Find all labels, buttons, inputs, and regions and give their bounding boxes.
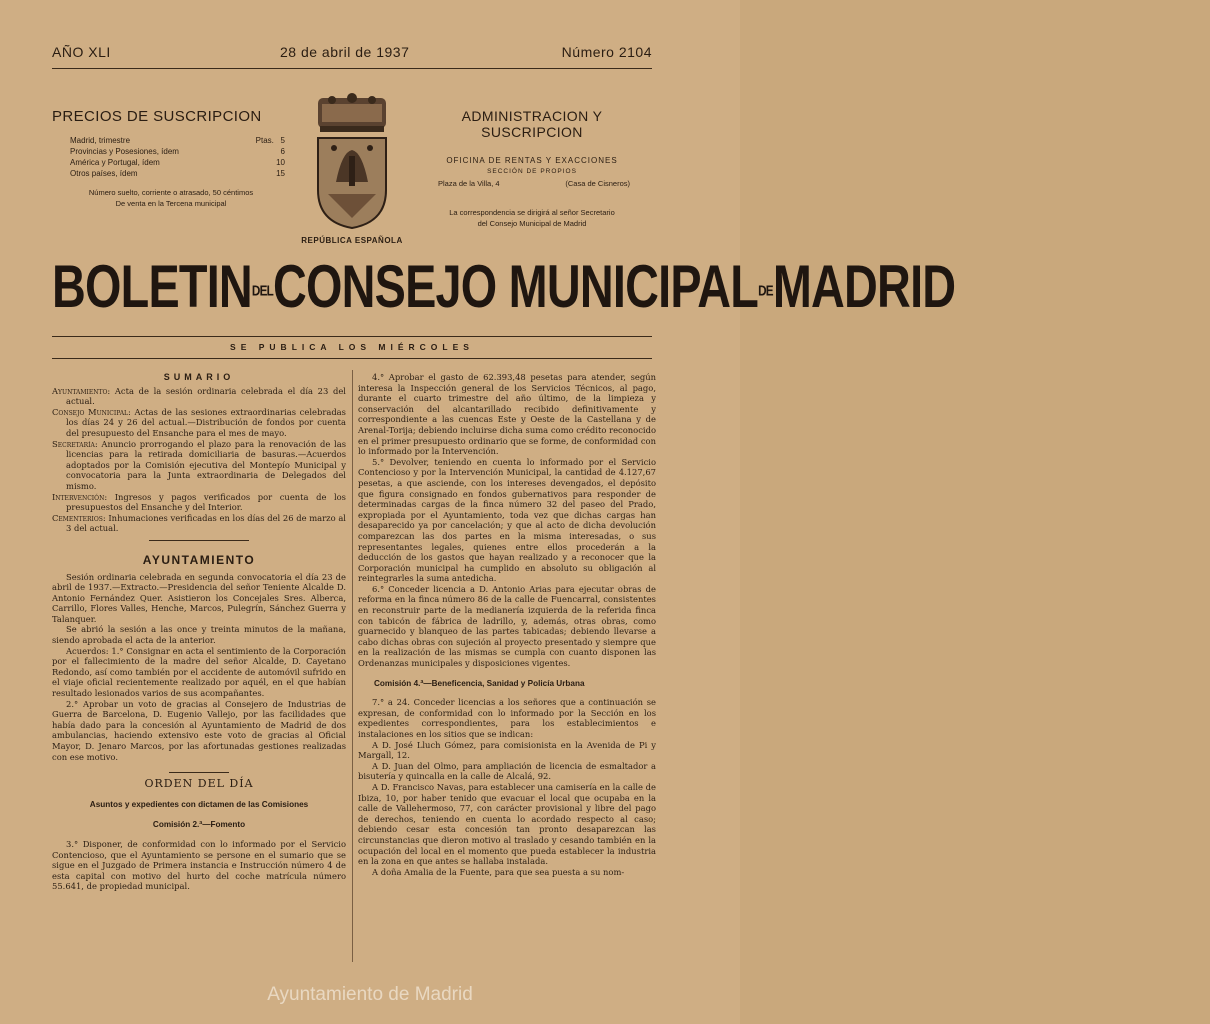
office-section: SECCIÓN DE PROPIOS bbox=[487, 168, 577, 175]
watermark: Ayuntamiento de Madrid bbox=[267, 984, 473, 1005]
license-item: A doña Amalia de la Fuente, para que sea puesta a su nom- bbox=[372, 866, 625, 877]
publication-day: SE PUBLICA LOS MIÉRCOLES bbox=[230, 342, 474, 352]
price-row: Otros países, ídem 15 bbox=[70, 169, 285, 178]
price-row: Madrid, trimestre Ptas. 5 bbox=[70, 136, 285, 145]
summary-item: Cementerios: Inhumaciones verificadas en los días del 26 de marzo al 3 del actual. bbox=[52, 512, 346, 534]
masthead-rule-bottom bbox=[52, 358, 652, 359]
divider bbox=[169, 772, 229, 773]
session-paragraph: 2.° Aprobar un voto de gracias al Consejero de Industrias de Guerra de Barcelona, D. Eugenio Vallejo, por las facilidades que había dado para la concesión al Ayuntamiento de Madrid de dos ambulancias, haciendo extensivo este voto de gracias al Oficial Mayor, D. Jenaro Marcos, por las afortunadas gestiones realizadas con ese motivo. bbox=[52, 698, 346, 762]
right-column bbox=[358, 372, 656, 877]
license-item: A D. José Lluch Gómez, para comisionista en la Avenida de Pi y Margall, 12. bbox=[358, 739, 656, 761]
commission-heading: Comisión 4.ª—Beneficencia, Sanidad y Policía Urbana bbox=[374, 678, 585, 688]
license-item: A D. Juan del Olmo, para ampliación de licencia de esmaltador a bisutería y quincalla en la calle de Alcalá, 92. bbox=[358, 760, 656, 782]
orden-title: ORDEN DEL DÍA bbox=[144, 777, 254, 791]
price-row: América y Portugal, ídem 10 bbox=[70, 158, 285, 167]
year-label: AÑO XLI bbox=[52, 44, 111, 60]
summary-item: Intervención: Ingresos y pagos verificados por cuenta de los presupuestos del Ensanche y del Interior. bbox=[52, 491, 346, 513]
subscription-title: PRECIOS DE SUSCRIPCION bbox=[52, 108, 262, 125]
summary-item: Ayuntamiento: Acta de la sesión ordinaria celebrada el día 23 del actual. bbox=[52, 385, 346, 407]
column-divider bbox=[352, 370, 353, 962]
session-paragraph: Acuerdos: 1.° Consignar en acta el sentimiento de la Corporación por el fallecimiento de la madre del señor Alcalde, D. Cayetano Redondo, así como también por el accidente de automóvil sufrido en el viaje oficial recientemente realizado por aquél, en el que habían resultado lesionados varios de sus acompañantes. bbox=[52, 645, 346, 699]
session-paragraph: Sesión ordinaria celebrada en segunda convocatoria el día 23 de abril de 1937.—Extracto.—Presidencia del señor Teniente Alcalde D. Antonio Fernández Quer. Asistieron los Concejales Sres. Alberca, Carrillo, Flores Valles, Henche, Marcos, Pulegrín, Sánchez Guerra y Talanquer. bbox=[52, 571, 346, 624]
subscription-prices bbox=[52, 108, 290, 209]
masthead-text: BOLETINDELCONSEJO MUNICIPALDEMADRID bbox=[52, 253, 956, 320]
commission-heading: Comisión 2.ª—Fomento bbox=[152, 820, 246, 830]
date-label: 28 de abril de 1937 bbox=[280, 44, 410, 60]
correspondence-note: La correspondencia se dirigirá al señor Secretario bbox=[449, 208, 615, 217]
administration-title: ADMINISTRACION Y SUSCRIPCION bbox=[461, 108, 603, 140]
item-paragraph: 5.° Devolver, teniendo en cuenta lo informado por el Servicio Contencioso y por la Intervención Municipal, la cantidad de 4.127,67 pesetas, a que asciende, con los intereses devengados, el depósito que figura consignado en fondos gubernativos para responder de determinadas cargas de la finca número 32 del paseo del Prado, expropiada por el Ayuntamiento, toda vez que dichas cargas han desaparecido ya por cancelación; y que al acto de dicha devolución comparezcan las dos partes en la misma interesadas, o sus representantes legales, quienes entre ellos procederán a la deducción de los gastos que hayan realizado y a reconocer que la Corporación municipal ha cumplido en absoluto su obligación al reintegrarles la suma antedicha. bbox=[358, 456, 656, 584]
top-header bbox=[52, 44, 652, 66]
office-address: Plaza de la Villa, 4 (Casa de Cisneros) bbox=[438, 179, 630, 188]
divider bbox=[149, 540, 249, 541]
masthead-rule-top bbox=[52, 336, 652, 337]
item-paragraph: 6.° Conceder licencia a D. Antonio Arias para ejecutar obras de reforma en la finca número 86 de la calle de Fuencarral, consistentes en reconstruir parte de la medianería izquierda de la referida finca con tabicón de fábrica de ladrillo, y, además, otras obras, como guarnecido y blanqueo de las partes tabicadas; debiendo llevarse a cabo dichas obras con sujeción al proyecto presentado y siempre que en la realización de las mismas se cumpla con cuanto disponen las Ordenanzas municipales y disposiciones vigentes. bbox=[358, 583, 656, 669]
office-name: OFICINA DE RENTAS Y EXACCIONES bbox=[446, 156, 618, 165]
left-column bbox=[52, 372, 346, 892]
administration-block bbox=[412, 108, 652, 228]
price-row: Provincias y Posesiones, ídem 6 bbox=[70, 147, 285, 156]
sale-note: De venta en la Tercena municipal bbox=[115, 199, 227, 208]
correspondence-note-2: del Consejo Municipal de Madrid bbox=[477, 219, 587, 228]
item-paragraph: 4.° Aprobar el gasto de 62.393,48 pesetas para atender, según interesa la Inspección general de los Servicios Técnicos, al pago, durante el cuarto trimestre del año último, de la limpieza y conservación del alcantarillado recibido definitivamente y correspondiente a las cuencas Este y Oeste de la Castellana y de Arenal-Torija; debiendo incluirse dicha suma como crédito reconocido en el primer presupuesto ordinario que se forme, de conformidad con lo informado por la Intervención. bbox=[358, 372, 656, 457]
summary-item: Secretaría: Anuncio prorrogando el plazo para la renovación de las licencias para la retirada domiciliaria de basuras.—Acuerdos adoptados por la Comisión ejecutiva del Montepío Municipal y convocatoria para la Junta extraordinaria de Delegados del mismo. bbox=[52, 438, 346, 491]
summary-item: Consejo Municipal: Actas de las sesiones extraordinarias celebradas los días 24 y 26 del actual.—Distribución de fondos por cuenta del presupuesto del Ensanche para el mes de mayo. bbox=[52, 406, 346, 438]
license-item: A D. Francisco Navas, para establecer una camisería en la calle de Ibiza, 10, por haber tenido que evacuar el local que ocupaba en la calle de Vallehermoso, 77, con carácter provisional y libre del pago de derechos, teniendo en cuenta lo acordado respecto al caso; debiendo cesar esta concesión tan pronto desaparezcan las circunstancias que dieron motivo al traslado y cesando también en la ocupación del local en el momento que pueda establecer la industria en la zona en que antes se hallaba instalada. bbox=[358, 781, 656, 867]
masthead-title bbox=[52, 252, 956, 332]
republic-label: REPÚBLICA ESPAÑOLA bbox=[301, 236, 403, 245]
session-paragraph: Se abrió la sesión a las once y treinta minutos de la mañana, siendo aprobada el acta de la anterior. bbox=[52, 624, 346, 646]
madrid-coat-of-arms bbox=[312, 94, 392, 230]
item-paragraph: 7.° a 24. Conceder licencias a los señores que a continuación se expresan, de conformidad con lo informado por la Sección en los expedientes correspondientes, para los establecimientos e instalaciones en los sitios que se indican: bbox=[358, 697, 656, 739]
item-paragraph: 3.° Disponer, de conformidad con lo informado por el Servicio Contencioso, que el Ayuntamiento se persone en el sumario que se sigue en el Juzgado de Primera instancia e Instrucción número 4 de esta capital con motivo del hurto del coche matrícula número 55.641, de propiedad municipal. bbox=[52, 838, 346, 892]
ayuntamiento-title: AYUNTAMIENTO bbox=[142, 552, 256, 567]
issue-number: Número 2104 bbox=[561, 44, 652, 60]
orden-subtitle: Asuntos y expedientes con dictamen de las Comisiones bbox=[89, 799, 309, 809]
header-rule bbox=[52, 68, 652, 69]
single-issue-note: Número suelto, corriente o atrasado, 50 céntimos bbox=[88, 188, 254, 197]
summary-title: SUMARIO bbox=[163, 372, 235, 382]
